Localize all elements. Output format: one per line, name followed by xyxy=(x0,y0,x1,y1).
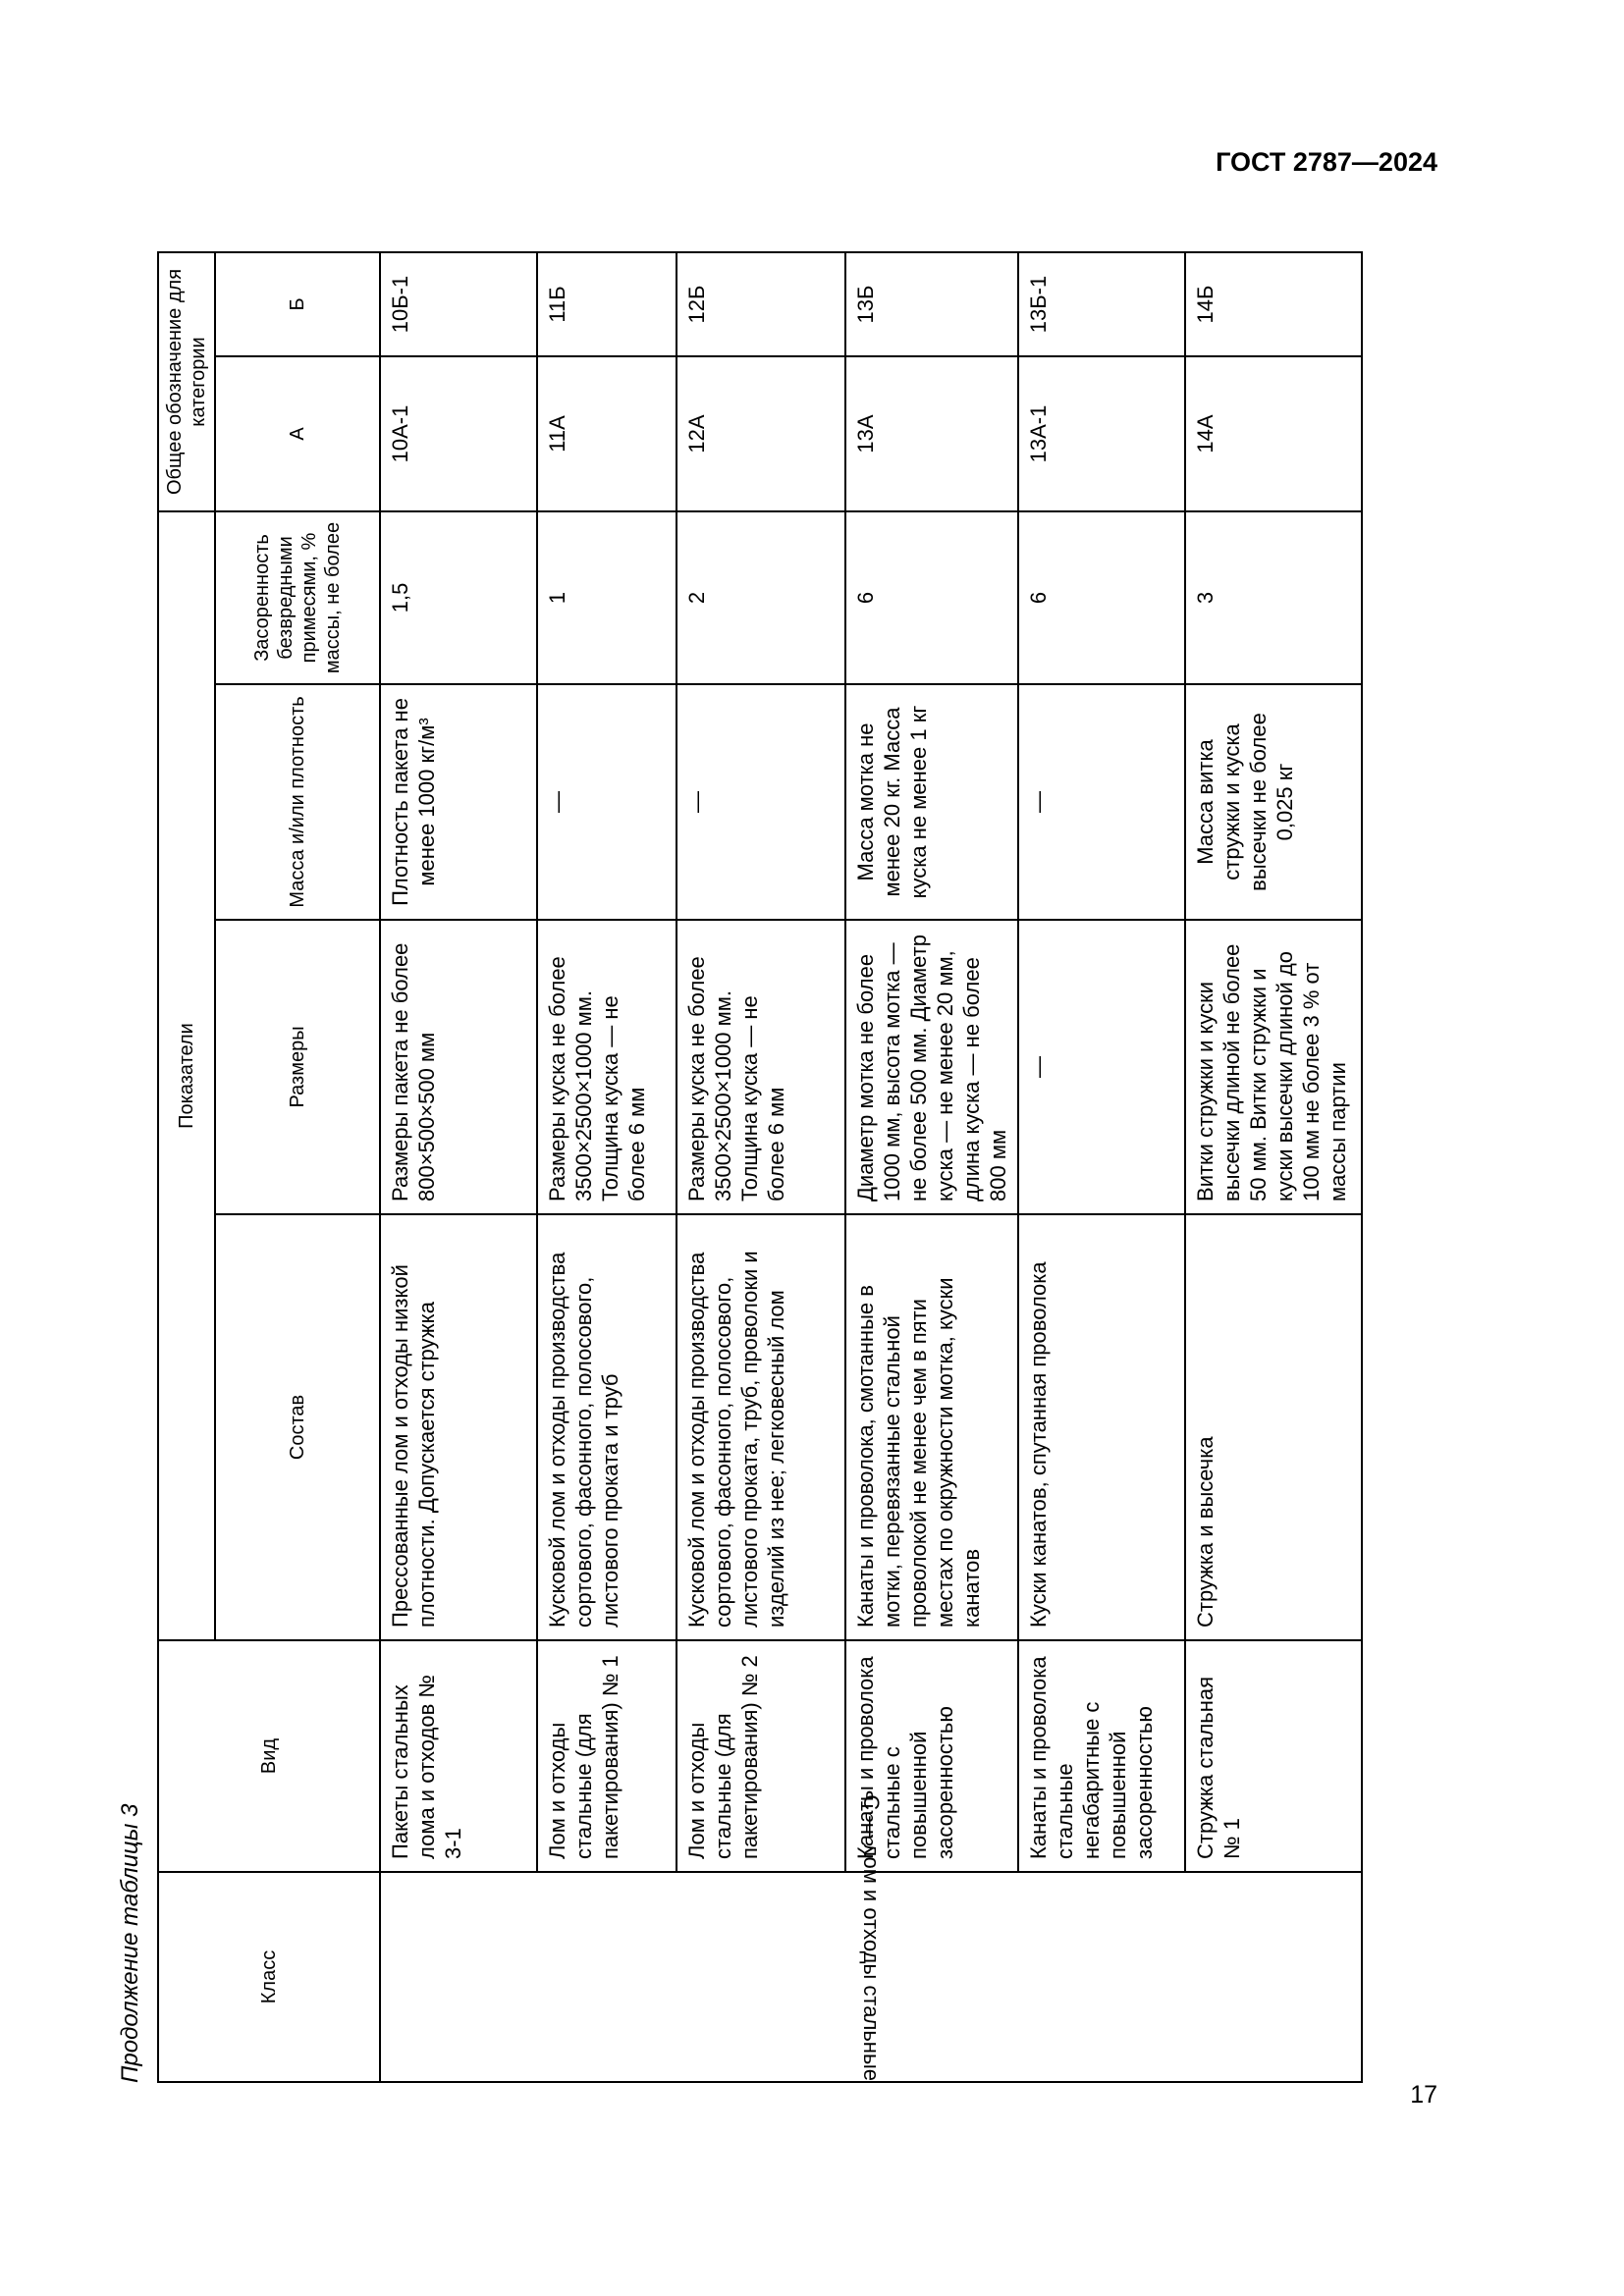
cell-sostav: Кусковой лом и отходы производства сортового, фасонного, полосового, листового проката и труб xyxy=(537,1214,677,1640)
class-cell xyxy=(380,1794,1362,2082)
document-code: ГОСТ 2787—2024 xyxy=(1216,147,1437,177)
header-vid: Вид xyxy=(158,1640,380,1872)
cell-sostav: Стружка и высечка xyxy=(1185,1214,1362,1640)
header-cat-b: Б xyxy=(215,252,380,356)
cell-vid: Пакеты стальных лома и отходов № 3-1 xyxy=(380,1640,537,1872)
cell-zasor: 6 xyxy=(845,511,1018,684)
cell-zasor: 2 xyxy=(677,511,845,684)
cell-sostav: Кусковой лом и отходы производства сортового, фасонного, полосового, листового проката, труб, проволоки и изделий из нее; легковесный лом xyxy=(677,1214,845,1640)
header-zasor: Засоренность безвредными примесями, % массы, не более xyxy=(215,511,380,684)
header-designation: Общее обозначение для категории xyxy=(158,252,215,511)
cell-cat-b: 13Б-1 xyxy=(1018,252,1185,356)
table-row xyxy=(1185,252,1362,2082)
cell-vid: Стружка стальная № 1 xyxy=(1185,1640,1362,1872)
cell-zasor: 1 xyxy=(537,511,677,684)
cell-vid: Лом и отходы стальные (для пакетирования) № 1 xyxy=(537,1640,677,1872)
cell-cat-b: 10Б-1 xyxy=(380,252,537,356)
table-row xyxy=(380,252,537,2082)
rotated-table-container xyxy=(116,253,1392,2083)
cell-cat-b: 14Б xyxy=(1185,252,1362,356)
cell-cat-b: 13Б xyxy=(845,252,1018,356)
cell-cat-a: 10А-1 xyxy=(380,356,537,511)
class-label: С — лом и отходы стальные xyxy=(858,1794,884,2081)
cell-massa: — xyxy=(537,684,677,920)
cell-zasor: 6 xyxy=(1018,511,1185,684)
cell-cat-a: 13А-1 xyxy=(1018,356,1185,511)
table-row xyxy=(1018,252,1185,2082)
cell-massa xyxy=(380,684,537,920)
cell-razmery: Размеры пакета не более 800×500×500 мм xyxy=(380,920,537,1214)
cell-sostav: Куски канатов, спутанная проволока xyxy=(1018,1214,1185,1640)
header-sostav: Состав xyxy=(215,1214,380,1640)
cell-cat-a: 11А xyxy=(537,356,677,511)
cell-zasor: 3 xyxy=(1185,511,1362,684)
cell-sostav: Прессованные лом и отходы низкой плотности. Допускается стружка xyxy=(380,1214,537,1640)
header-class: Класс xyxy=(158,1872,380,2082)
cell-vid: Канаты и проволока стальные негабаритные с повышенной засоренностью xyxy=(1018,1640,1185,1872)
cell-cat-a: 12А xyxy=(677,356,845,511)
cell-razmery: Витки стружки и куски высечки длиной не более 50 мм. Витки стружки и куски высечки длиной до 100 мм не более 3 % от массы партии xyxy=(1185,920,1362,1214)
cell-razmery: Размеры куска не более 3500×2500×1000 мм. Толщина куска — не более 6 мм xyxy=(677,920,845,1214)
header-razmery: Размеры xyxy=(215,920,380,1214)
cell-massa: Масса мотка не менее 20 кг. Масса куска не менее 1 кг xyxy=(845,684,1018,920)
page-number: 17 xyxy=(1410,2081,1437,2109)
cell-massa: Масса витка стружки и куска высечки не более 0,025 кг xyxy=(1185,684,1362,920)
cell-massa: — xyxy=(677,684,845,920)
header-cat-a: А xyxy=(215,356,380,511)
header-row-1 xyxy=(158,252,215,2082)
header-indicators: Показатели xyxy=(158,511,215,1640)
cell-cat-b: 11Б xyxy=(537,252,677,356)
cell-razmery: — xyxy=(1018,920,1185,1214)
cell-massa-text: Плотность пакета не менее 1000 кг/м³ xyxy=(388,698,439,906)
cell-cat-a: 13А xyxy=(845,356,1018,511)
table-row xyxy=(537,252,677,2082)
cell-sostav: Канаты и проволока, смотанные в мотки, перевязанные стальной проволокой не менее чем в пяти местах по окружности мотка, куски канатов xyxy=(845,1214,1018,1640)
table-row xyxy=(677,252,845,2082)
header-massa: Масса и/или плотность xyxy=(215,684,380,920)
cell-cat-b: 12Б xyxy=(677,252,845,356)
cell-zasor: 1,5 xyxy=(380,511,537,684)
cell-massa: — xyxy=(1018,684,1185,920)
scrap-classification-table xyxy=(157,251,1363,2083)
cell-vid: Лом и отходы стальные (для пакетирования) № 2 xyxy=(677,1640,845,1872)
cell-cat-a: 14А xyxy=(1185,356,1362,511)
cell-vid: Канаты и проволока стальные с повышенной засоренностью xyxy=(845,1640,1018,1872)
cell-razmery: Размеры куска не более 3500×2500×1000 мм. Толщина куска — не более 6 мм xyxy=(537,920,677,1214)
cell-razmery: Диаметр мотка не более 1000 мм, высота мотка — не более 500 мм. Диаметр куска — не менее 20 мм, длина куска — не более 800 мм xyxy=(845,920,1018,1214)
table-caption: Продолжение таблицы 3 xyxy=(117,1803,143,2083)
